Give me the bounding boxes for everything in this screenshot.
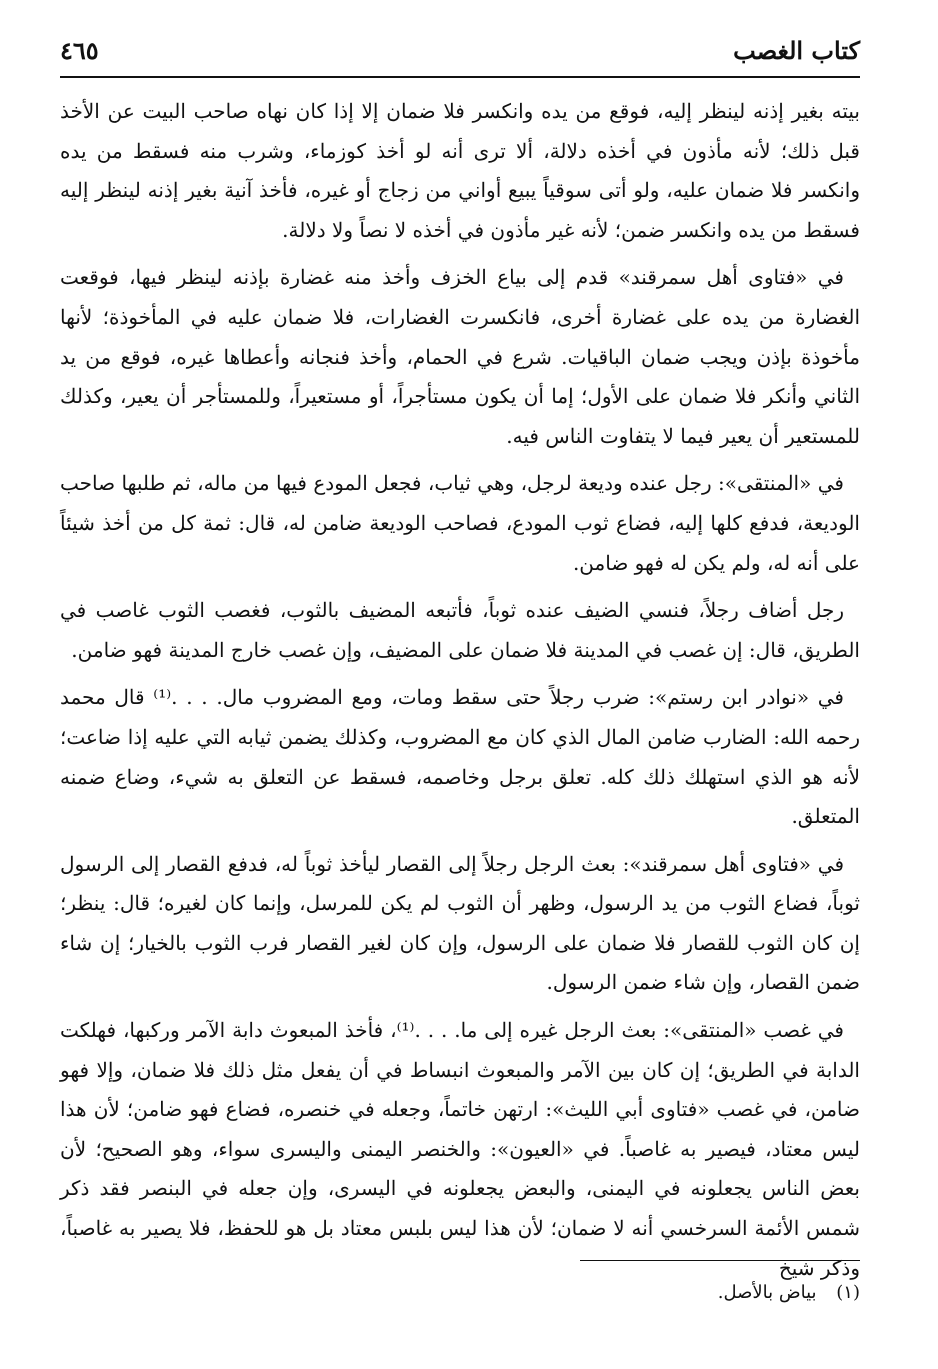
paragraph: في «فتاوى أهل سمرقند»: بعث الرجل رجلاً إلى القصار ليأخذ ثوباً له، فدفع القصار إلى الرسول ثوباً، فضاع الثوب من يد الرسول، وظهر أن الثوب لم يكن للمرسل، وإنما كان لغيره؛ قال: ينظر؛ إن كان الثوب للقصار فلا ضمان على الرسول، وإن كان لغير القصار فرب الثوب بالخيار؛ إن شاء ضمن القصار، وإن شاء ضمن الرسول. [60, 851, 860, 995]
body-text [60, 92, 860, 1288]
paragraph: في «نوادر ابن رستم»: ضرب رجلاً حتى سقط ومات، ومع المضروب مال. . . .⁽¹⁾ قال محمد رحمه الله: الضارب ضامن المال الذي كان مع المضروب، وكذلك يضمن ثيابه التي عليه إذا ضاعت؛ لأنه هو الذي استهلك ذلك كله. تعلق برجل وخاصمه، فسقط عن التعلق به شيء، وضاع ضمنه المتعلق. [60, 685, 860, 829]
footnote-text: بياض بالأصل. [717, 1282, 817, 1303]
paragraph: في «المنتقى»: رجل عنده وديعة لرجل، وهي ثياب، فجعل المودع فيها من ماله، ثم طلبها صاحب الوديعة، فدفع كلها إليه، فضاع ثوب المودع، فصاحب الوديعة ضامن له، قال: ثمة كل من أخذ شيئاً على أنه له، ولم يكن له فهو ضامن. [60, 471, 860, 575]
page-number: ٤٦٥ [60, 36, 99, 65]
paragraph: بيته بغير إذنه لينظر إليه، فوقع من يده وانكسر فلا ضمان إلا إذا كان نهاه صاحب البيت عن الأخذ قبل ذلك؛ لأنه مأذون في أخذه دلالة، ألا ترى أنه لو أخذ كوزماء، وشرب منه فسقط من يده وانكسر فلا ضمان عليه، ولو أتى سوقياً يبيع أواني من زجاج أو غيره، فأخذ آنية بغير إذنه لينظر إليه فسقط من يده وانكسر ضمن؛ لأنه غير مأذون في أخذه لا نصاً ولا دلالة. [60, 99, 860, 242]
paragraph: في غصب «المنتقى»: بعث الرجل غيره إلى ما. . . .⁽¹⁾، فأخذ المبعوث دابة الآمر وركبها، فهلكت الدابة في الطريق؛ إن كان بين الآمر والمبعوث انبساط في أن يفعل مثل ذلك فلا ضمان، وإلا فهو ضامن، في غصب «فتاوى أبي الليث»: ارتهن خاتماً، وجعله في خنصره، فضاع فهو ضامن؛ لأن هذا ليس معتاد، فيصير به غاصباً. في «العيون»: والخنصر اليمنى واليسرى سواء، وهو الصحيح؛ لأن بعض الناس يجعلونه في اليمنى، والبعض يجعلونه في اليسرى، وإن جعله في البنصر فقد ذكر شمس الأئمة السرخسي أنه لا ضمان؛ لأن هذا ليس بلبس معتاد بل هو للحفظ، فلا يصير به غاصباً، وذكر شيخ [60, 1018, 860, 1280]
paragraph: في «فتاوى أهل سمرقند» قدم إلى بياع الخزف وأخذ منه غضارة بإذنه لينظر فيها، فوقعت الغضارة من يده على غضارة أخرى، فانكسرت الغضارات، فلا ضمان عليه في المأخوذة؛ لأنها مأخوذة بإذن ويجب ضمان الباقيات. شرع في الحمام، وأخذ فنجانه وأعطاها غيره، فوقع من يد الثاني وأنكر فلا ضمان على الأول؛ إما أن يكون مستأجراً، أو مستعيراً، وللمستأجر أن يعير، وكذلك للمستعير أن يعير فيما لا يتفاوت الناس فيه. [60, 265, 860, 448]
book-page [60, 30, 860, 1350]
footnote [718, 1278, 860, 1308]
running-title: كتاب الغصب [733, 36, 860, 65]
footnote-marker: (١) [836, 1282, 860, 1303]
page-header [60, 30, 860, 78]
footnote-divider [580, 1260, 860, 1261]
paragraph: رجل أضاف رجلاً، فنسي الضيف عنده ثوباً، فأتبعه المضيف بالثوب، فغصب الثوب غاصب في الطريق، قال: إن غصب في المدينة فلا ضمان على المضيف، وإن غصب خارج المدينة فهو ضامن. [60, 598, 860, 662]
